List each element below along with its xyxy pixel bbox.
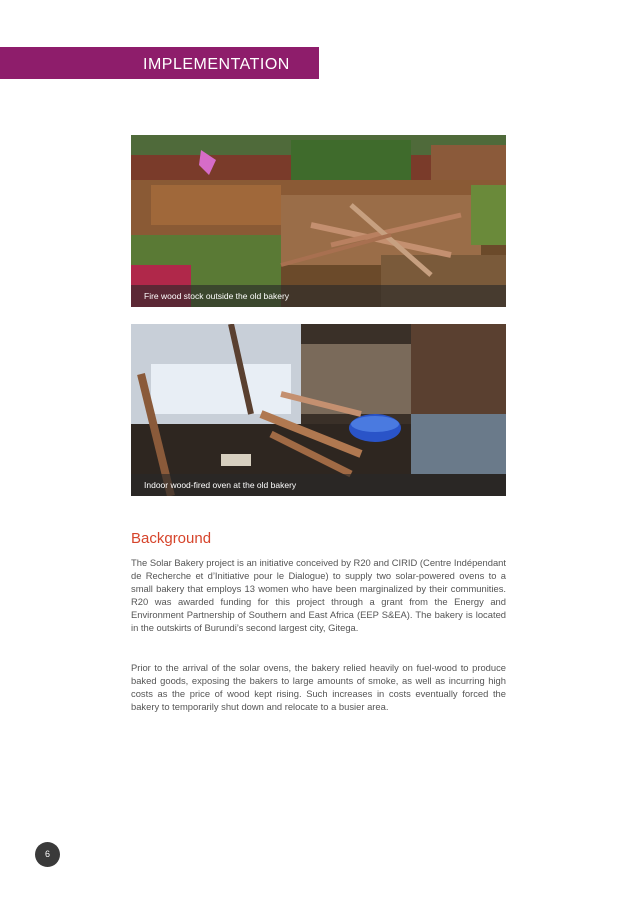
oven-image: [131, 324, 506, 496]
firewood-photo: [131, 135, 506, 307]
body-paragraph: The Solar Bakery project is an initiative conceived by R20 and CIRID (Centre Indépendant de Recherche et d’Initiative pour le Dialogue) to supply two solar-powered ovens to a small bakery that employs 13 women who have been marginalized by their communities. R20 was awarded funding for this project through a grant from the Energy and Environment Partnership of Southern and East Africa (EEP S&EA). The bakery is located in the outskirts of Burundi’s second largest city, Gitega.: [131, 557, 506, 633]
page-number: 6: [35, 842, 60, 867]
background-heading: Background: [131, 530, 212, 547]
oven-photo: [131, 324, 506, 496]
firewood-image: [131, 135, 506, 307]
section-title: IMPLEMENTATION: [143, 56, 290, 73]
photo-caption: Fire wood stock outside the old bakery: [131, 285, 506, 307]
photo-caption: Indoor wood-fired oven at the old bakery: [131, 474, 506, 496]
body-paragraph: Prior to the arrival of the solar ovens, the bakery relied heavily on fuel-wood to produce baked goods, exposing the bakers to large amounts of smoke, as well as incurring high costs as the price of wood kept rising. Such increases in costs eventually forced the bakery to temporarily shut down and relocate to a busier area.: [131, 662, 506, 712]
